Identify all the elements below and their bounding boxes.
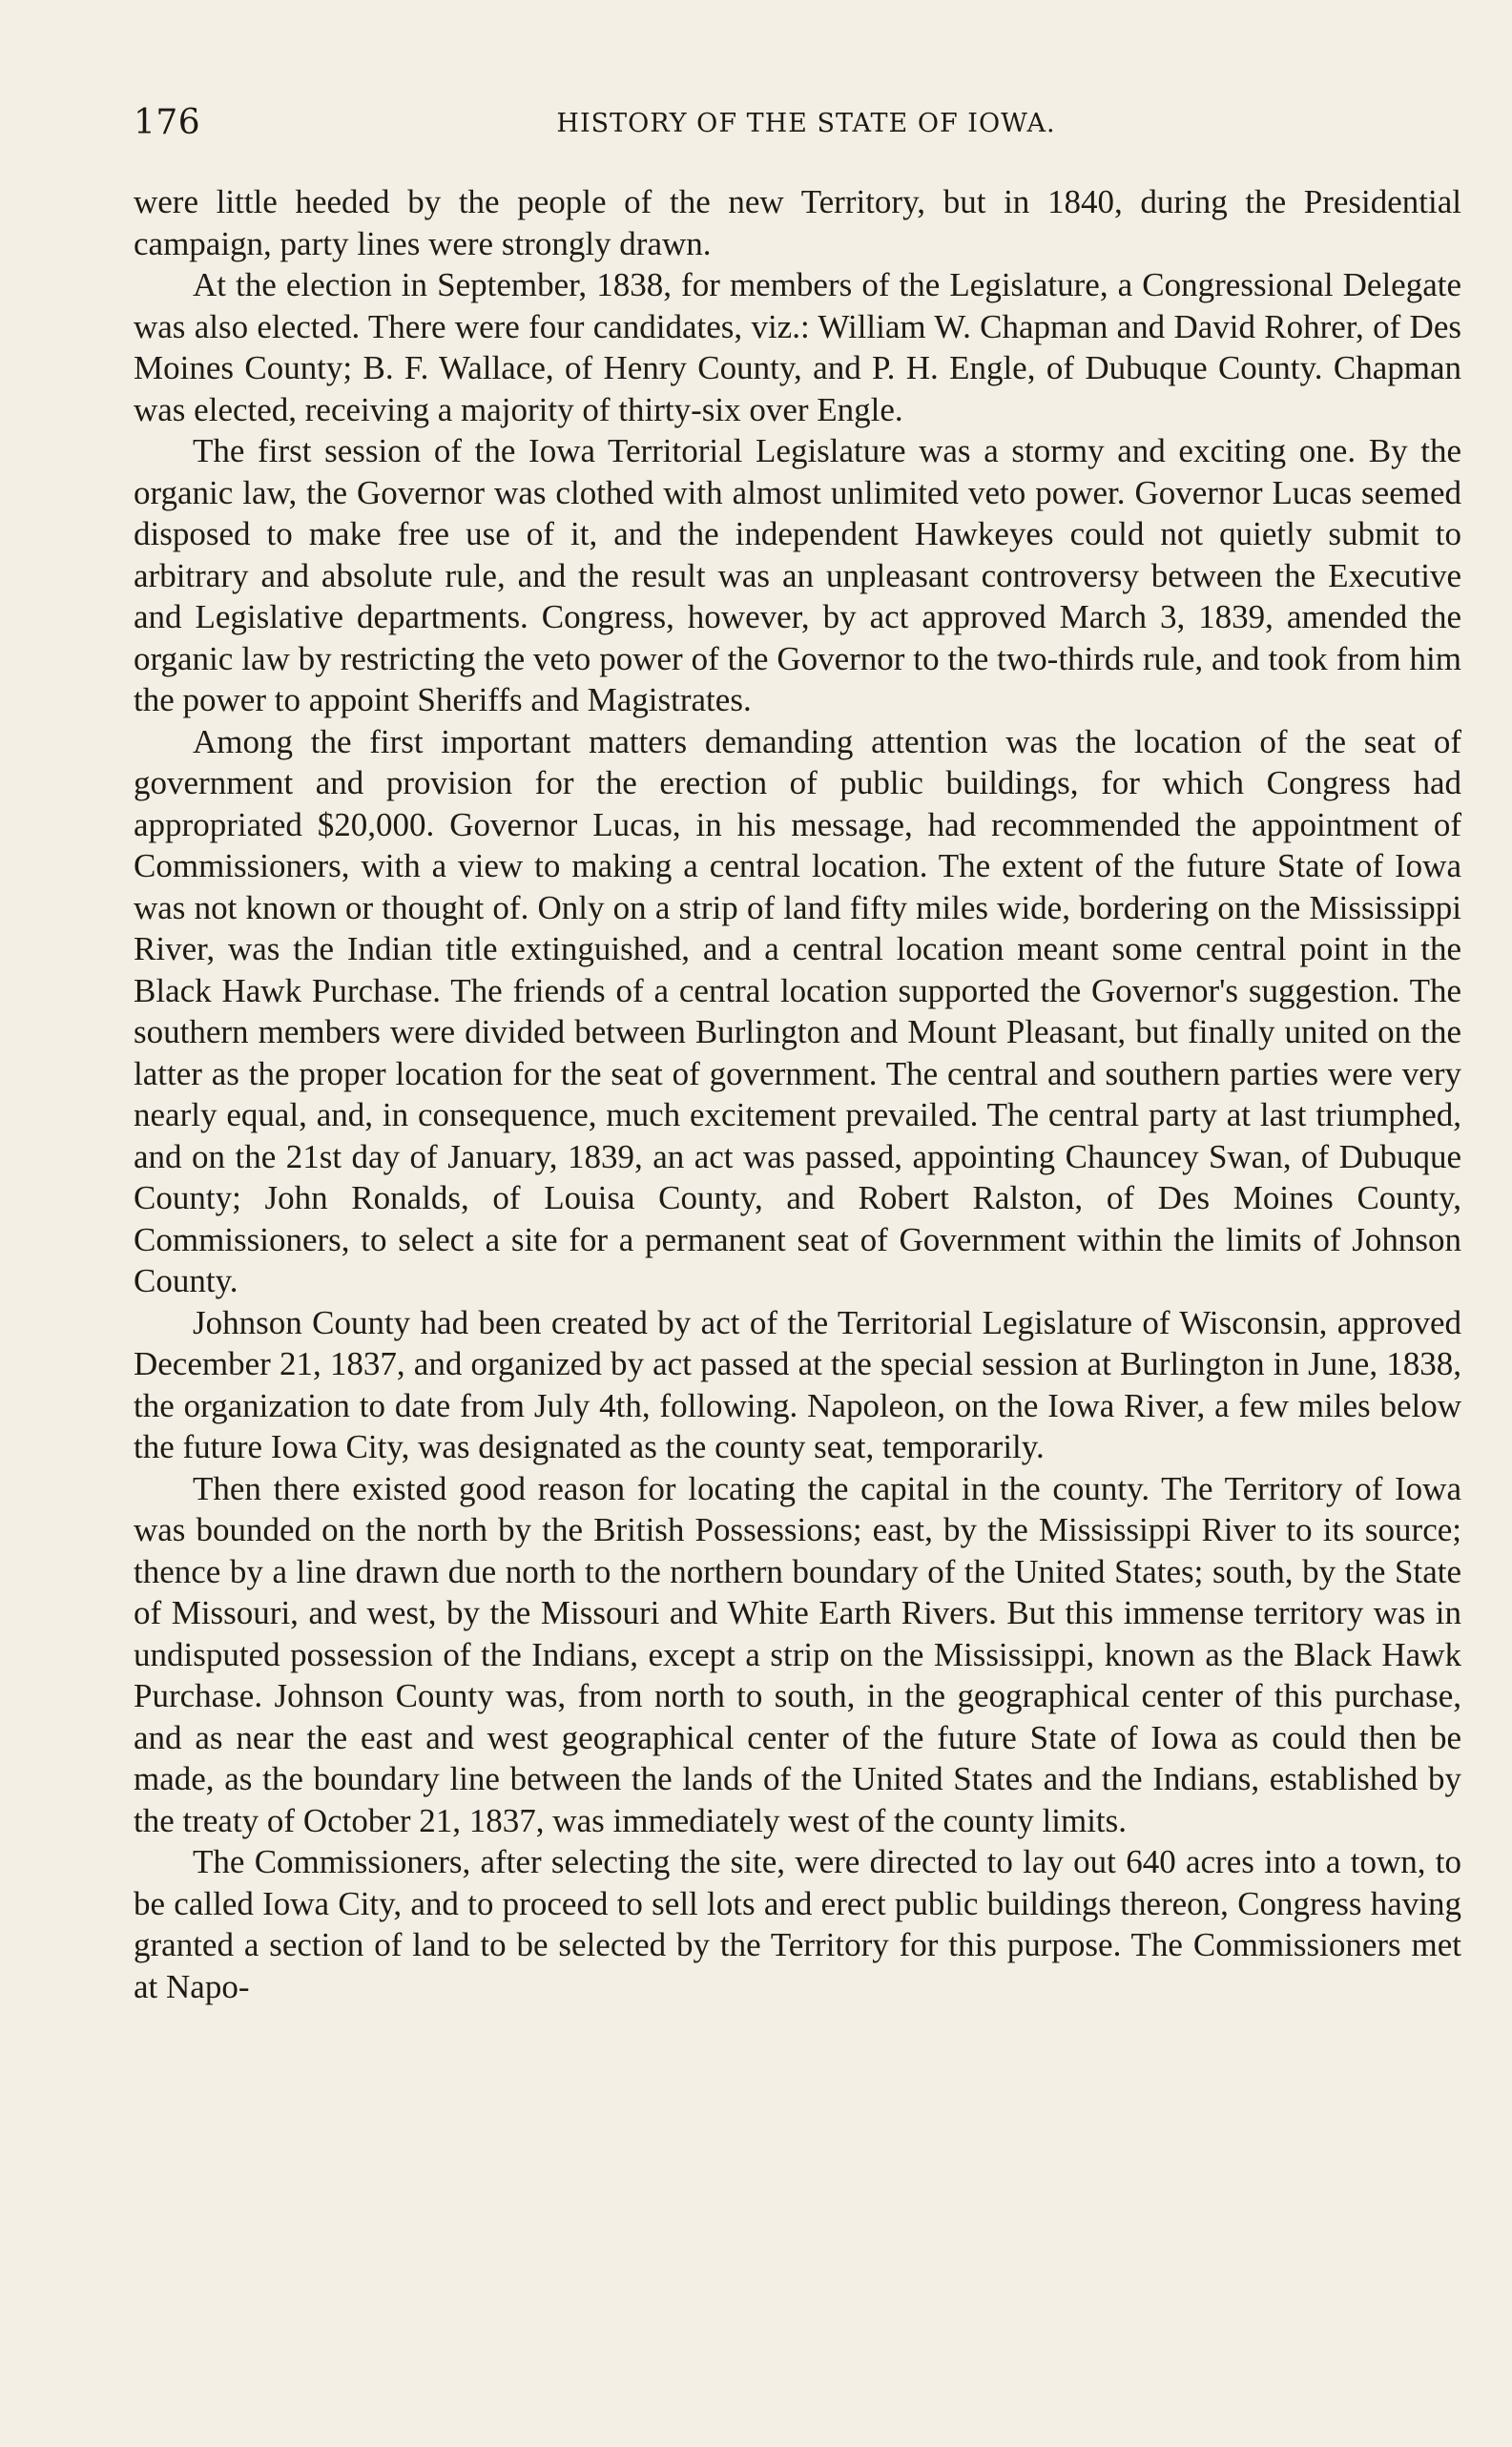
running-title: HISTORY OF THE STATE OF IOWA. <box>556 109 1056 138</box>
paragraph-commissioners: The Commissioners, after selecting the site, were directed to lay out 640 acres into a town, to be called Iowa City, and to proceed to sell lots and erect public buildings thereon, Congress having granted a section of land to be selected by the Territory for this purpose. The Commissioners met at Napo- <box>134 1843 1461 2005</box>
paragraph-election-1838: At the election in September, 1838, for members of the Legislature, a Congressional Delegate was also elected. There were four candidates, viz.: William W. Chapman and David Rohrer, of Des Moines County; B. F. Wallace, of Henry County, and P. H. Engle, of Dubuque County. Chapman was elected, receiving a majority of thirty-six over Engle. <box>134 266 1461 428</box>
page-number: 176 <box>134 103 201 142</box>
body-text <box>134 181 1461 2007</box>
running-head <box>134 103 1460 151</box>
paragraph-first-session: The first session of the Iowa Territorial Legislature was a stormy and exciting one. By the organic law, the Governor was clothed with almost unlimited veto power. Governor Lucas seemed disposed to make free use of it, and the independent Hawkeyes could not quietly submit to arbitrary and absolute rule, and the result was an unpleasant controversy between the Executive and Legislative departments. Congress, however, by act approved March 3, 1839, amended the organic law by restricting the veto power of the Governor to the two-thirds rule, and took from him the power to appoint Sheriffs and Magistrates. <box>134 432 1461 718</box>
paragraph-seat-of-government: Among the first important matters demanding attention was the location of the seat of government and provision for the erection of public buildings, for which Congress had appropriated $20,000. Governor Lucas, in his message, had recommended the appointment of Commissioners, with a view to making a central location. The extent of the future State of Iowa was not known or thought of. Only on a strip of land fifty miles wide, bordering on the Mississippi River, was the Indian title extinguished, and a central location meant some central point in the Black Hawk Purchase. The friends of a central location supported the Governor's suggestion. The southern members were divided between Burlington and Mount Pleasant, but finally united on the latter as the proper location for the seat of government. The central and southern parties were very nearly equal, and, in consequence, much excitement prevailed. The central party at last triumphed, and on the 21st day of January, 1839, an act was passed, appointing Chauncey Swan, of Dubuque County; John Ronalds, of Louisa County, and Robert Ralston, of Des Moines County, Commissioners, to select a site for a permanent seat of Government within the limits of Johnson County. <box>134 722 1461 1299</box>
paragraph-johnson-county: Johnson County had been created by act of the Territorial Legislature of Wisconsin, approved December 21, 1837, and organized by act passed at the special session at Burlington in June, 1838, the organization to date from July 4th, following. Napoleon, on the Iowa River, a few miles below the future Iowa City, was designated as the county seat, temporarily. <box>134 1303 1461 1465</box>
paragraph-territory-bounds: Then there existed good reason for locating the capital in the county. The Territory of Iowa was bounded on the north by the British Possessions; east, by the Mississippi River to its source; thence by a line drawn due north to the northern boundary of the United States; south, by the State of Missouri, and west, by the Missouri and White Earth Rivers. But this immense territory was in undisputed possession of the Indians, except a strip on the Mississippi, known as the Black Hawk Purchase. Johnson County was, from north to south, in the geographical center of this purchase, and as near the east and west geographical center of the future State of Iowa as could then be made, as the boundary line between the lands of the United States and the Indians, established by the treaty of October 21, 1837, was immediately west of the county limits. <box>134 1469 1461 1839</box>
paragraph-continuation: were little heeded by the people of the new Territory, but in 1840, during the Presidential campaign, party lines were strongly drawn. <box>134 183 1461 262</box>
